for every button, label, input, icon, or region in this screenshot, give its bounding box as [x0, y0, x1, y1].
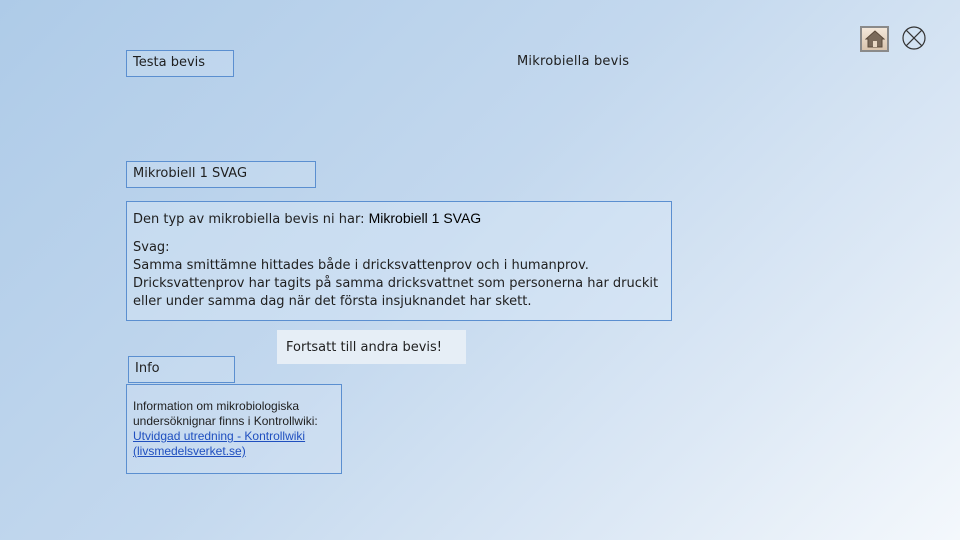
- evidence-description-panel: [126, 201, 672, 321]
- evidence-description-line: eller under samma dag när det första insjuknandet har skett.: [133, 294, 532, 309]
- strength-heading: Svag:: [133, 240, 170, 255]
- evidence-type-intro: Den typ av mikrobiella bevis ni har:: [133, 212, 369, 227]
- close-button[interactable]: [902, 26, 926, 50]
- evidence-type-value: Mikrobiell 1 SVAG: [368, 210, 482, 226]
- page-title: Mikrobiella bevis: [517, 54, 630, 69]
- close-icon: [902, 26, 926, 50]
- test-evidence-label: Testa bevis: [126, 50, 234, 77]
- info-text: Information om mikrobiologiska undersöknignar finns i Kontrollwiki:: [133, 399, 318, 428]
- kontrollwiki-link[interactable]: Utvidgad utredning - Kontrollwiki (livsmedelsverket.se): [133, 429, 306, 458]
- info-label: Info: [128, 356, 235, 383]
- continue-button[interactable]: Fortsatt till andra bevis!: [277, 330, 466, 364]
- evidence-level-label: Mikrobiell 1 SVAG: [126, 161, 316, 188]
- home-button[interactable]: [860, 26, 889, 52]
- evidence-type-line: [133, 209, 665, 229]
- info-box: [126, 384, 342, 474]
- home-icon: [865, 30, 885, 48]
- evidence-description-line: Dricksvattenprov har tagits på samma dricksvattnet som personerna har druckit: [133, 276, 659, 291]
- evidence-description-line: Samma smittämne hittades både i dricksvattenprov och i humanprov.: [133, 258, 589, 273]
